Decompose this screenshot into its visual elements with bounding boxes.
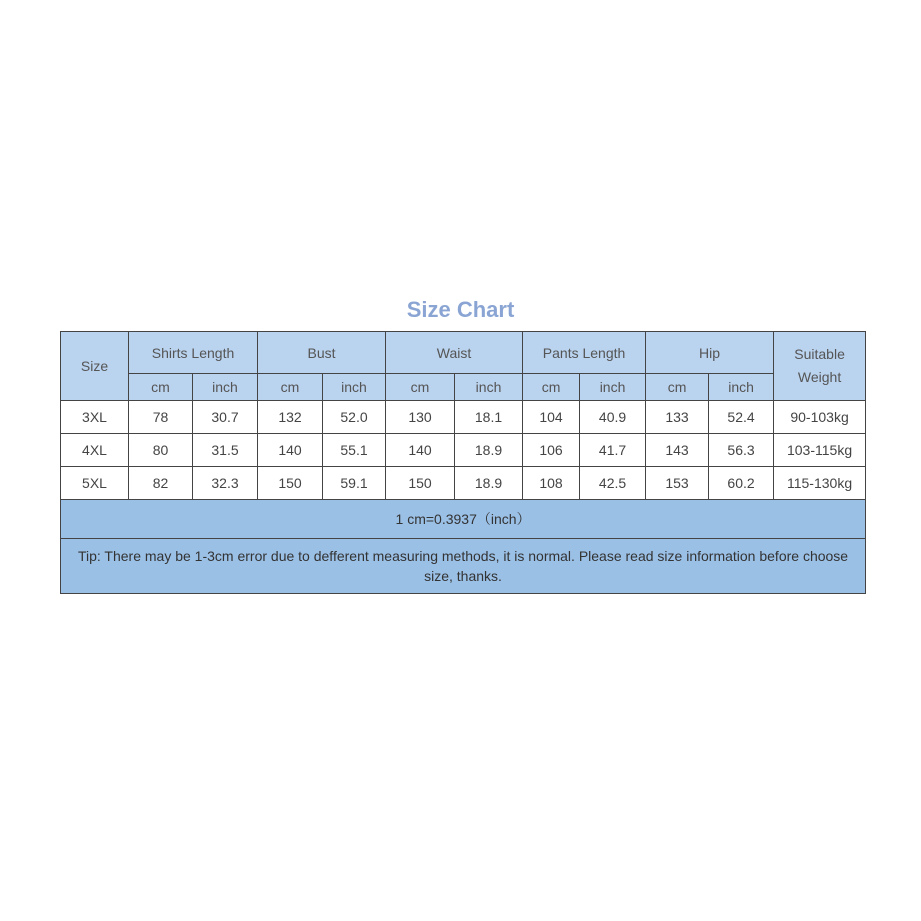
- header-row-units: [61, 374, 866, 401]
- unit-inch-header: inch: [323, 374, 386, 401]
- value-cell: 59.1: [323, 467, 386, 500]
- header-row-groups: [61, 332, 866, 374]
- size-cell: 5XL: [61, 467, 129, 500]
- value-cell: 150: [386, 467, 455, 500]
- size-cell: 3XL: [61, 401, 129, 434]
- conversion-note: 1 cm=0.3937（inch）: [61, 500, 866, 539]
- value-cell: 18.9: [455, 467, 523, 500]
- value-cell: 133: [646, 401, 709, 434]
- value-cell: 130: [386, 401, 455, 434]
- waist-header: Waist: [386, 332, 523, 374]
- value-cell: 18.9: [455, 434, 523, 467]
- value-cell: 150: [258, 467, 323, 500]
- value-cell: 40.9: [580, 401, 646, 434]
- table-row: [61, 467, 866, 500]
- value-cell: 56.3: [709, 434, 774, 467]
- unit-cm-header: cm: [646, 374, 709, 401]
- value-cell: 132: [258, 401, 323, 434]
- unit-inch-header: inch: [709, 374, 774, 401]
- value-cell: 153: [646, 467, 709, 500]
- value-cell: 55.1: [323, 434, 386, 467]
- value-cell: 78: [129, 401, 193, 434]
- value-cell: 31.5: [193, 434, 258, 467]
- value-cell: 32.3: [193, 467, 258, 500]
- value-cell: 108: [523, 467, 580, 500]
- value-cell: 104: [523, 401, 580, 434]
- unit-cm-header: cm: [523, 374, 580, 401]
- value-cell: 140: [258, 434, 323, 467]
- unit-cm-header: cm: [258, 374, 323, 401]
- unit-cm-header: cm: [129, 374, 193, 401]
- unit-inch-header: inch: [455, 374, 523, 401]
- unit-inch-header: inch: [580, 374, 646, 401]
- value-cell: 60.2: [709, 467, 774, 500]
- table-row: [61, 401, 866, 434]
- hip-header: Hip: [646, 332, 774, 374]
- weight-cell: 115-130kg: [774, 467, 866, 500]
- size-cell: 4XL: [61, 434, 129, 467]
- size-header: Size: [61, 332, 129, 401]
- table-row: [61, 434, 866, 467]
- tip-note: Tip: There may be 1-3cm error due to defferent measuring methods, it is normal. Please read size information before choose size, thanks.: [61, 539, 866, 594]
- tip-row: [61, 539, 866, 594]
- value-cell: 140: [386, 434, 455, 467]
- value-cell: 52.4: [709, 401, 774, 434]
- value-cell: 82: [129, 467, 193, 500]
- value-cell: 143: [646, 434, 709, 467]
- suitable-weight-header: Suitable Weight: [774, 332, 866, 401]
- value-cell: 30.7: [193, 401, 258, 434]
- size-chart-table: [60, 331, 866, 594]
- shirts-length-header: Shirts Length: [129, 332, 258, 374]
- weight-cell: 90-103kg: [774, 401, 866, 434]
- unit-cm-header: cm: [386, 374, 455, 401]
- weight-cell: 103-115kg: [774, 434, 866, 467]
- conversion-row: [61, 500, 866, 539]
- unit-inch-header: inch: [193, 374, 258, 401]
- value-cell: 52.0: [323, 401, 386, 434]
- value-cell: 42.5: [580, 467, 646, 500]
- value-cell: 41.7: [580, 434, 646, 467]
- value-cell: 80: [129, 434, 193, 467]
- value-cell: 18.1: [455, 401, 523, 434]
- bust-header: Bust: [258, 332, 386, 374]
- value-cell: 106: [523, 434, 580, 467]
- pants-length-header: Pants Length: [523, 332, 646, 374]
- size-chart-title: Size Chart: [406, 297, 515, 322]
